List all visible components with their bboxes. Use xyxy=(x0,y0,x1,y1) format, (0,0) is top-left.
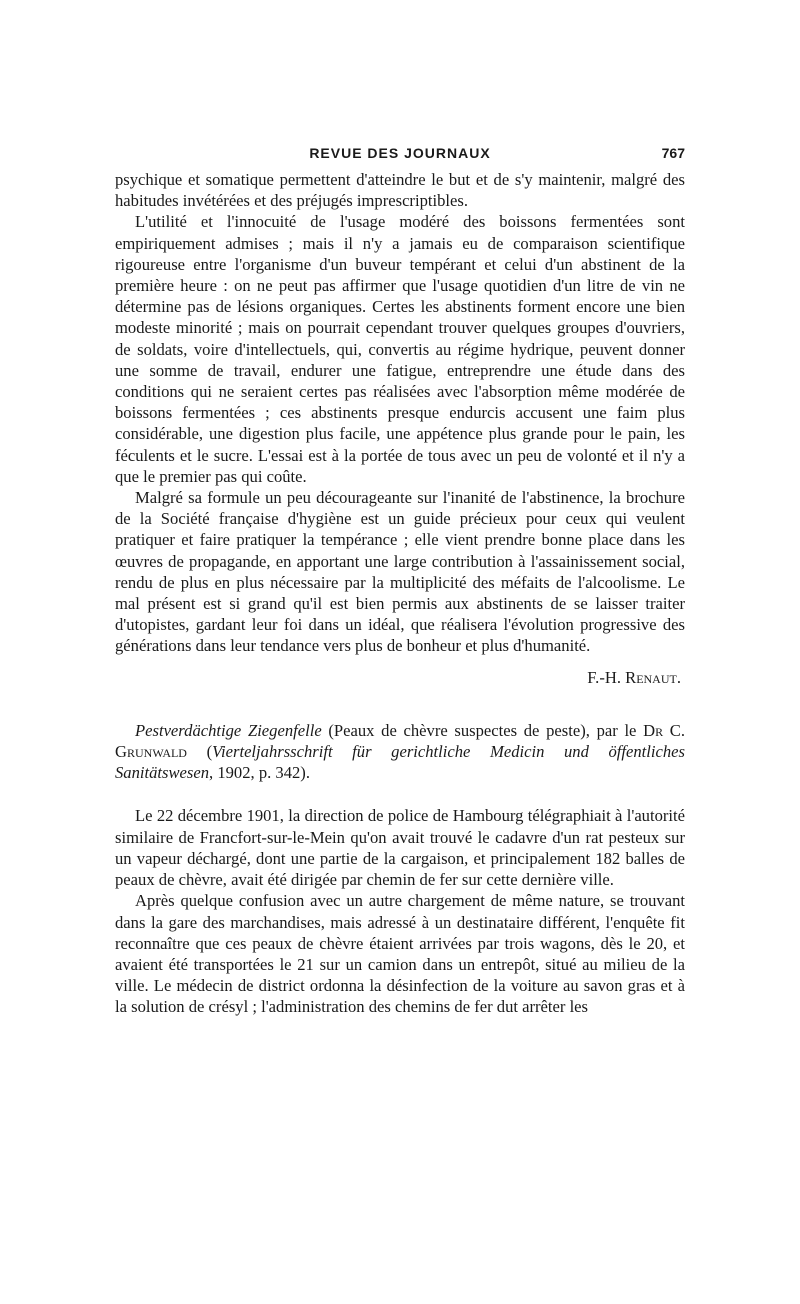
paragraph: Après quelque confusion avec un autre chargement de même nature, se trouvant dans la gare des marchandises, mais adressé à un destinataire différent, l'enquête fit reconnaître que ces peaux de chèvre étaient arrivées par trois wagons, dès le 20, et avaient été transportées le 21 sur un camion dans un entrepôt, situé au milieu de la ville. Le médecin de district ordonna la désinfection de la voiture au savon gras et à la solution de crésyl ; l'administration des chemins de fer dut arrêter les xyxy=(115,891,685,1017)
paragraph: psychique et somatique permettent d'atteindre le but et de s'y maintenir, malgré des habitudes invétérées et des préjugés imprescriptibles. xyxy=(115,170,685,211)
paragraph: L'utilité et l'innocuité de l'usage modéré des boissons fermentées sont empiriquement admises ; mais il n'y a jamais eu de comparaison scientifique rigoureuse entre l'organisme d'un buveur tempérant et celui d'un abstinent de la première heure : on ne peut pas affirmer que l'usage quotidien d'un litre de vin ne détermine pas de lésions organiques. Certes les abstinents forment encore une bien modeste minorité ; mais on pourrait cependant trouver quelques groupes d'ouvriers, de soldats, voire d'intellectuels, qui, convertis au régime hydrique, peuvent donner une somme de travail, endurer une fatigue, entreprendre une étude dans des conditions qui ne seraient certes pas réalisées avec l'absorption même modérée de boissons fermentées ; ces abstinents presque endurcis accusent une faim plus considérable, une digestion plus facile, une appétence plus grande pour le pain, les féculents et le sucre. L'essai est à la portée de tous avec un peu de volonté et il n'y a que le premier pas qui coûte. xyxy=(115,212,685,486)
page-header xyxy=(115,145,685,167)
review-title-translation: (Peaux de chèvre suspectes de peste), par le xyxy=(321,720,644,740)
review-title: Pestverdächtige Ziegenfelle xyxy=(135,720,322,740)
review-heading xyxy=(115,720,685,784)
running-title: REVUE DES JOURNAUX xyxy=(309,145,491,161)
paragraph: Malgré sa formule un peu décourageante sur l'inanité de l'abstinence, la brochure de la Société française d'hygiène est un guide précieux pour ceux qui veulent pratiquer et faire pratiquer la tempérance ; elle vient prendre bonne place dans les œuvres de propagande, en apportant une large contribution à l'assainissement social, rendu de plus en plus nécessaire par la multiplicité des méfaits de l'alcoolisme. Le mal présent est si grand qu'il est bien permis aux abstinents de se laisser traiter d'utopistes, gardant leur foi dans un idéal, que réalisera l'évolution progressive des générations dans leur tendance vers plus de bonheur et plus d'humanité. xyxy=(115,488,685,656)
author-signature: F.-H. Renaut. xyxy=(587,667,681,687)
review-author: Dr C. Grunwald xyxy=(115,720,685,762)
page-number: 767 xyxy=(661,145,685,161)
citation: , 1902, p. 342). xyxy=(209,763,310,783)
paragraph: Le 22 décembre 1901, la direction de police de Hambourg télégraphiait à l'autorité similaire de Francfort-sur-le-Mein qu'on avait trouvé le cadavre d'un rat pesteux sur un vapeur déchargé, dont une partie de la cargaison, et principalement 182 balles de peaux de chèvre, avait été dirigée par chemin de fer sur cette dernière ville. xyxy=(115,806,685,890)
document-page xyxy=(115,145,685,1018)
journal-title: Vierteljahrsschrift für gerichtliche Medicin und öffentliches Sanitätswesen xyxy=(115,742,685,783)
section-spacer xyxy=(115,783,685,805)
source-open: ( xyxy=(186,742,213,762)
